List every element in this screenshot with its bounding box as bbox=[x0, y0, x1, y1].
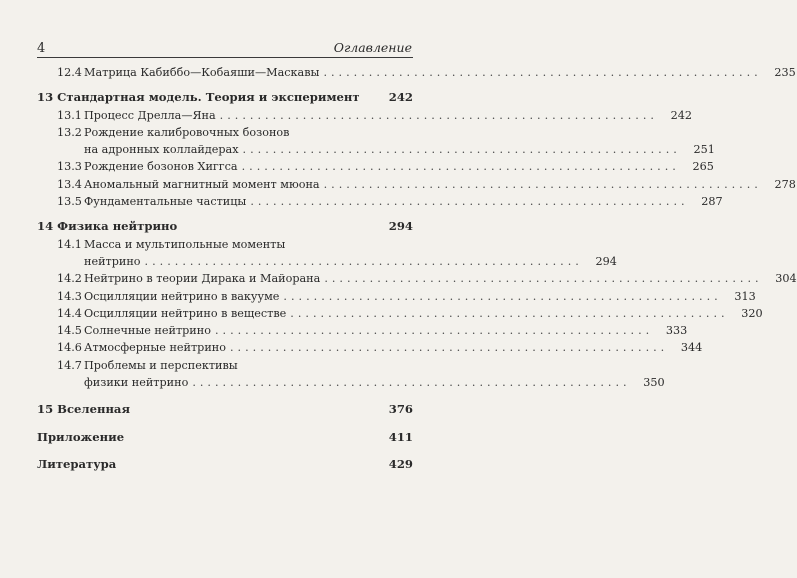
section-number: 13.2 bbox=[57, 125, 82, 139]
section-title: Нейтрино в теории Дирака и Майорана bbox=[84, 272, 321, 286]
page-ref: 278 bbox=[774, 177, 796, 191]
page-ref: 265 bbox=[692, 160, 714, 174]
section-number: 14.5 bbox=[57, 324, 82, 338]
dot-leader: .......................................................... bbox=[324, 272, 763, 286]
toc-entry-14-3[interactable] bbox=[37, 288, 756, 305]
page-ref: 287 bbox=[701, 195, 723, 209]
section-title: Осцилляции нейтрино в веществе bbox=[84, 306, 287, 320]
dot-leader: .......................................................... bbox=[144, 254, 583, 268]
section-number: 13.4 bbox=[57, 177, 82, 191]
dot-leader: .......................................................... bbox=[242, 143, 681, 157]
toc-chapter-15[interactable] bbox=[37, 401, 413, 418]
dot-leader: .......................................................... bbox=[290, 306, 729, 320]
page-ref: 242 bbox=[388, 90, 413, 105]
page-number: 4 bbox=[37, 41, 46, 56]
section-number: 13.1 bbox=[57, 108, 82, 122]
page-ref: 313 bbox=[734, 289, 756, 303]
dot-leader: .......................................................... bbox=[192, 376, 631, 390]
header-rule bbox=[37, 57, 413, 58]
toc-appendix[interactable] bbox=[37, 429, 413, 446]
section-number: 14.7 bbox=[57, 358, 82, 372]
toc-entry-13-4[interactable] bbox=[37, 176, 796, 193]
page-ref: 411 bbox=[388, 429, 413, 444]
page-ref: 320 bbox=[741, 306, 763, 320]
dot-leader: .......................................................... bbox=[283, 289, 722, 303]
section-number: 14.1 bbox=[57, 237, 82, 251]
page-ref: 304 bbox=[775, 272, 797, 286]
dot-leader: .......................................................... bbox=[214, 324, 654, 338]
page-header bbox=[37, 40, 412, 56]
section-title: Процесс Дрелла—Яна bbox=[84, 108, 216, 122]
dot-leader: .......................................................... bbox=[250, 195, 689, 209]
section-title: Солнечные нейтрино bbox=[84, 324, 211, 338]
chapter-title: 15 Вселенная bbox=[37, 402, 131, 417]
section-number: 12.4 bbox=[57, 66, 82, 79]
toc-entry-14-7-cont[interactable] bbox=[37, 374, 665, 391]
chapter-title: 14 Физика нейтрино bbox=[37, 219, 178, 234]
chapter-title: Литература bbox=[37, 456, 117, 471]
page-ref: 251 bbox=[693, 143, 715, 157]
toc-entry-13-5[interactable] bbox=[37, 193, 723, 210]
page-ref: 429 bbox=[388, 456, 413, 471]
page-ref: 350 bbox=[643, 376, 665, 390]
section-title: Фундаментальные частицы bbox=[84, 195, 247, 209]
toc-literature[interactable] bbox=[37, 456, 413, 473]
dot-leader: .......................................................... bbox=[219, 108, 658, 122]
section-number: 13.5 bbox=[57, 195, 82, 209]
toc-chapter-13[interactable] bbox=[37, 89, 413, 106]
dot-leader: .......................................................... bbox=[229, 341, 669, 355]
section-title: Аномальный магнитный момент мюона bbox=[84, 177, 320, 191]
toc-chapter-14[interactable] bbox=[37, 218, 413, 235]
toc-entry-14-7[interactable] bbox=[37, 357, 413, 374]
section-title-cont: на адронных коллайдерах bbox=[84, 143, 239, 157]
page-ref: 376 bbox=[388, 402, 413, 417]
section-number: 14.2 bbox=[57, 272, 82, 286]
section-title: Осцилляции нейтрино в вакууме bbox=[84, 289, 280, 303]
toc-entry-14-6[interactable] bbox=[37, 339, 703, 356]
page-ref: 235 bbox=[774, 66, 796, 79]
section-title: Масса и мультипольные моменты bbox=[84, 237, 286, 251]
page-ref: 333 bbox=[665, 324, 688, 338]
dot-leader: .......................................................... bbox=[323, 66, 762, 79]
section-title: Рождение калибровочных бозонов bbox=[84, 125, 290, 139]
toc-entry-13-1[interactable] bbox=[37, 107, 692, 124]
section-number: 14.4 bbox=[57, 306, 82, 320]
table-of-contents bbox=[37, 64, 797, 473]
toc-entry-13-2-cont[interactable] bbox=[37, 141, 715, 158]
section-number: 14.3 bbox=[57, 289, 82, 303]
section-title: Рождение бозонов Хиггса bbox=[84, 160, 238, 174]
section-title: Матрица Кабиббо—Кобаяши—Маскавы bbox=[84, 66, 320, 79]
toc-entry-13-3[interactable] bbox=[37, 158, 714, 175]
dot-leader: .......................................................... bbox=[241, 160, 680, 174]
running-title: Оглавление bbox=[333, 40, 412, 55]
section-title-cont: нейтрино bbox=[84, 254, 141, 268]
section-title-cont: физики нейтрино bbox=[84, 376, 189, 390]
chapter-title: Приложение bbox=[37, 429, 125, 444]
section-title: Атмосферные нейтрино bbox=[84, 341, 226, 355]
page-ref: 294 bbox=[595, 254, 617, 268]
section-number: 13.3 bbox=[57, 160, 82, 174]
toc-entry-14-2[interactable] bbox=[37, 270, 797, 287]
page-ref: 294 bbox=[388, 219, 413, 234]
section-title: Проблемы и перспективы bbox=[84, 358, 238, 372]
section-number: 14.6 bbox=[57, 341, 82, 355]
dot-leader: .......................................................... bbox=[323, 177, 762, 191]
page-ref: 344 bbox=[680, 341, 703, 355]
chapter-title: 13 Стандартная модель. Теория и эксперимент bbox=[37, 90, 360, 105]
toc-entry-12-4[interactable] bbox=[37, 64, 796, 81]
toc-entry-14-4[interactable] bbox=[37, 305, 763, 322]
toc-entry-14-1[interactable] bbox=[37, 236, 413, 253]
page-ref: 242 bbox=[670, 108, 692, 122]
toc-entry-14-5[interactable] bbox=[37, 322, 688, 339]
toc-entry-14-1-cont[interactable] bbox=[37, 253, 617, 270]
toc-entry-13-2[interactable] bbox=[37, 124, 413, 141]
